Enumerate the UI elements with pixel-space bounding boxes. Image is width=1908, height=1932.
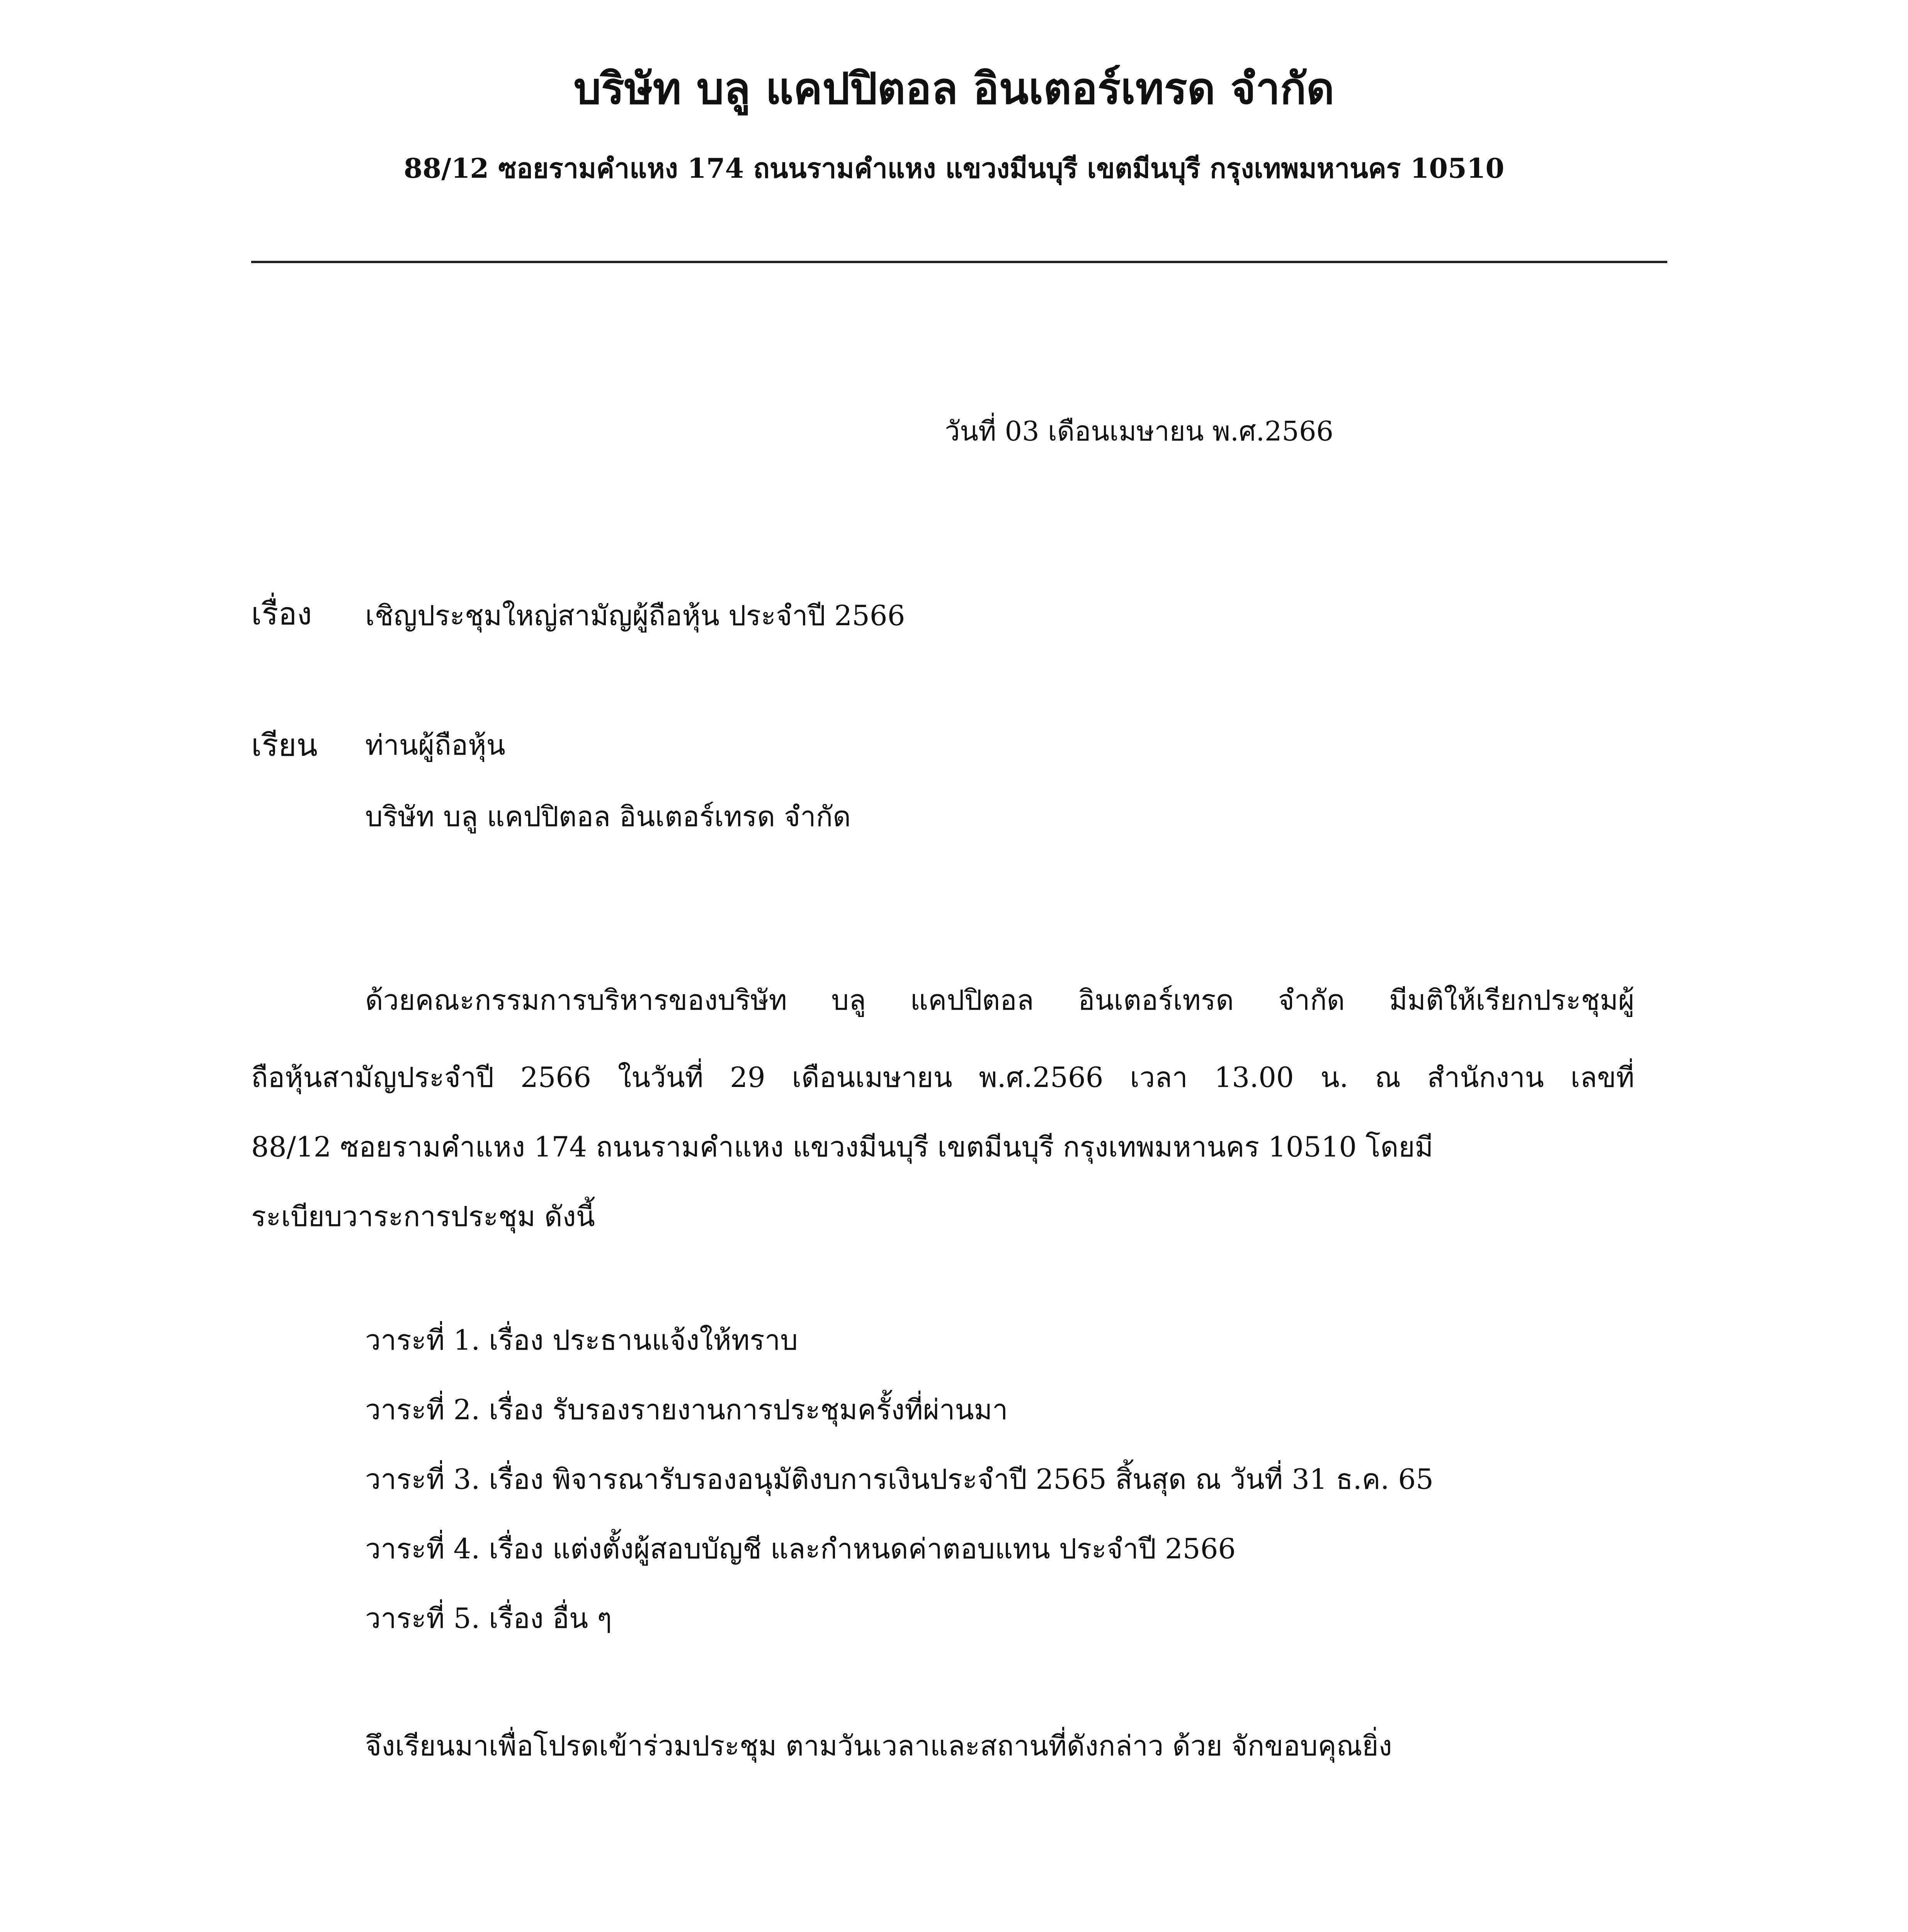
company-name: บริษัท บลู แคปปิตอล อินเตอร์เทรด จำกัด bbox=[573, 63, 1335, 114]
closing-sentence: จึงเรียนมาเพื่อโปรดเข้าร่วมประชุม ตามวันเวลาและสถานที่ดังกล่าว ด้วย จักขอบคุณยิ่ง bbox=[365, 1730, 1392, 1762]
agenda-item-4: วาระที่ 4. เรื่อง แต่งตั้งผู้สอบบัญชี และกำหนดค่าตอบแทน ประจำปี 2566 bbox=[365, 1532, 1236, 1565]
header-divider bbox=[251, 261, 1667, 263]
subject-label: เรื่อง bbox=[251, 596, 312, 632]
company-address: 88/12 ซอยรามคำแหง 174 ถนนรามคำแหง แขวงมีนบุรี เขตมีนบุรี กรุงเทพมหานคร 10510 bbox=[403, 152, 1505, 184]
agenda-item-3: วาระที่ 3. เรื่อง พิจารณารับรองอนุมัติงบการเงินประจำปี 2565 สิ้นสุด ณ วันที่ 31 ธ.ค. 65 bbox=[365, 1463, 1434, 1495]
subject-text: เชิญประชุมใหญ่สามัญผู้ถือหุ้น ประจำปี 2566 bbox=[365, 599, 905, 632]
recipient-line-1: ท่านผู้ถือหุ้น bbox=[365, 729, 505, 761]
body-line-4: ระเบียบวาระการประชุม ดังนี้ bbox=[251, 1200, 595, 1233]
agenda-item-2: วาระที่ 2. เรื่อง รับรองรายงานการประชุมครั้งที่ผ่านมา bbox=[365, 1393, 1008, 1426]
body-line-1: ด้วยคณะกรรมการบริหารของบริษัท บลู แคปปิตอล อินเตอร์เทรด จำกัด มีมติให้เรียกประชุมผู้ bbox=[365, 984, 1634, 1016]
recipient-label: เรียน bbox=[251, 727, 318, 763]
body-line-2: ถือหุ้นสามัญประจำปี 2566 ในวันที่ 29 เดือนเมษายน พ.ศ.2566 เวลา 13.00 น. ณ สำนักงาน เลขที่ bbox=[251, 1061, 1634, 1094]
body-line-3: 88/12 ซอยรามคำแหง 174 ถนนรามคำแหง แขวงมีนบุรี เขตมีนบุรี กรุงเทพมหานคร 10510 โดยมี bbox=[251, 1131, 1434, 1163]
agenda-item-5: วาระที่ 5. เรื่อง อื่น ๆ bbox=[365, 1602, 612, 1634]
letter-date: วันที่ 03 เดือนเมษายน พ.ศ.2566 bbox=[945, 415, 1334, 447]
recipient-line-2: บริษัท บลู แคปปิตอล อินเตอร์เทรด จำกัด bbox=[365, 800, 851, 833]
agenda-item-1: วาระที่ 1. เรื่อง ประธานแจ้งให้ทราบ bbox=[365, 1324, 798, 1356]
